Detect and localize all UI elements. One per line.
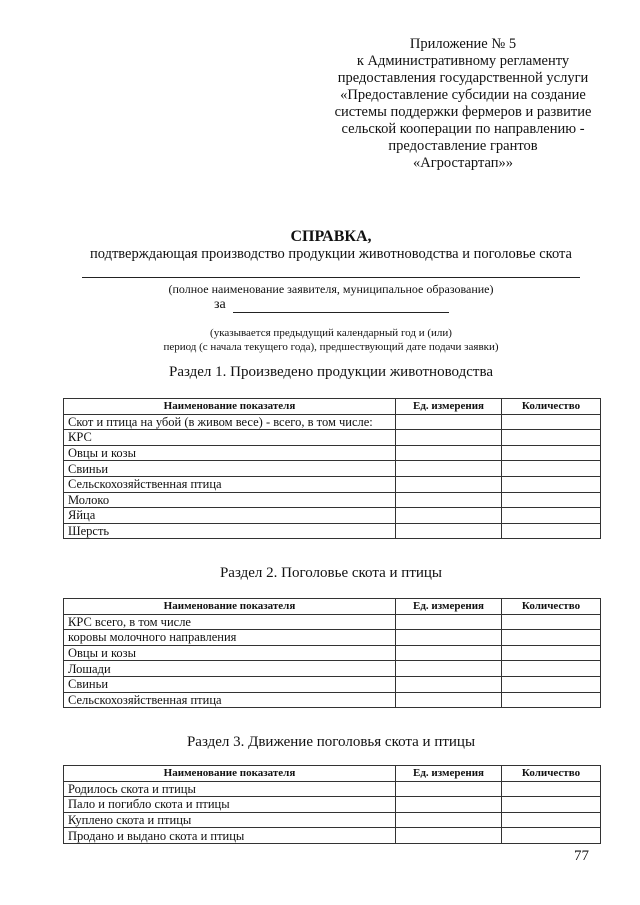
qty-cell xyxy=(502,676,601,692)
table-row xyxy=(64,492,601,508)
qty-cell xyxy=(502,797,601,813)
table-row xyxy=(64,812,601,828)
section-3-title: Раздел 3. Движение поголовья скота и птицы xyxy=(186,734,476,750)
table-row xyxy=(64,781,601,797)
row-label: Сельскохозяйственная птица xyxy=(64,476,396,492)
applicant-hint: (полное наименование заявителя, муниципальное образование) xyxy=(168,282,494,296)
table-row xyxy=(64,828,601,844)
row-label: Овцы и козы xyxy=(64,445,396,461)
table-row xyxy=(64,430,601,446)
qty-cell xyxy=(502,781,601,797)
unit-cell xyxy=(396,476,502,492)
table-row xyxy=(64,508,601,524)
table-row xyxy=(64,523,601,539)
unit-cell xyxy=(396,614,502,630)
table-row xyxy=(64,676,601,692)
table-row xyxy=(64,476,601,492)
header-qty: Количество xyxy=(502,399,601,415)
document-subtitle: подтверждающая производство продукции животноводства и поголовье скота xyxy=(89,246,572,262)
qty-cell xyxy=(502,661,601,677)
appendix-header xyxy=(318,36,608,172)
page-number: 77 xyxy=(574,848,589,864)
unit-cell xyxy=(396,630,502,646)
unit-cell xyxy=(396,692,502,708)
header-qty: Количество xyxy=(502,599,601,615)
row-label: Продано и выдано скота и птицы xyxy=(64,828,396,844)
unit-cell xyxy=(396,508,502,524)
section-3-table xyxy=(63,765,601,844)
table-row xyxy=(64,692,601,708)
table-row xyxy=(64,661,601,677)
section-2-title: Раздел 2. Поголовье скота и птицы xyxy=(219,565,443,581)
header-unit: Ед. измерения xyxy=(396,399,502,415)
qty-cell xyxy=(502,614,601,630)
section-1-title: Раздел 1. Произведено продукции животноводства xyxy=(168,364,494,380)
appendix-line: сельской кооперации по направлению - xyxy=(341,121,585,137)
table-header-row xyxy=(64,599,601,615)
qty-cell xyxy=(502,692,601,708)
row-label: Шерсть xyxy=(64,523,396,539)
row-label: Скот и птица на убой (в живом весе) - всего, в том числе: xyxy=(64,414,396,430)
row-label: Молоко xyxy=(64,492,396,508)
table-row xyxy=(64,445,601,461)
appendix-line: к Административному регламенту xyxy=(356,53,570,69)
row-label: Куплено скота и птицы xyxy=(64,812,396,828)
header-qty: Количество xyxy=(502,766,601,782)
qty-cell xyxy=(502,508,601,524)
unit-cell xyxy=(396,523,502,539)
qty-cell xyxy=(502,430,601,446)
section-1-table xyxy=(63,398,601,539)
table-row xyxy=(64,614,601,630)
row-label: Яйца xyxy=(64,508,396,524)
qty-cell xyxy=(502,492,601,508)
row-label: Лошади xyxy=(64,661,396,677)
appendix-line: «Агростартап»» xyxy=(413,155,513,171)
qty-cell xyxy=(502,445,601,461)
row-label: Свиньи xyxy=(64,461,396,477)
appendix-line: «Предоставление субсидии на создание xyxy=(340,87,586,103)
period-hint-line: период (с начала текущего года), предшествующий дате подачи заявки) xyxy=(163,341,499,353)
qty-cell xyxy=(502,645,601,661)
qty-cell xyxy=(502,461,601,477)
period-hint xyxy=(0,326,640,354)
header-unit: Ед. измерения xyxy=(396,766,502,782)
qty-cell xyxy=(502,476,601,492)
table-row xyxy=(64,630,601,646)
unit-cell xyxy=(396,828,502,844)
unit-cell xyxy=(396,414,502,430)
unit-cell xyxy=(396,676,502,692)
unit-cell xyxy=(396,645,502,661)
qty-cell xyxy=(502,828,601,844)
appendix-line: предоставления государственной услуги xyxy=(337,70,589,86)
row-label: Овцы и козы xyxy=(64,645,396,661)
unit-cell xyxy=(396,430,502,446)
unit-cell xyxy=(396,781,502,797)
unit-cell xyxy=(396,812,502,828)
row-label: КРС xyxy=(64,430,396,446)
period-prefix: за xyxy=(214,297,226,312)
table-row xyxy=(64,414,601,430)
period-hint-line: (указывается предыдущий календарный год и (или) xyxy=(210,327,452,339)
unit-cell xyxy=(396,461,502,477)
table-row xyxy=(64,645,601,661)
qty-cell xyxy=(502,414,601,430)
section-2-table xyxy=(63,598,601,708)
header-name: Наименование показателя xyxy=(64,399,396,415)
header-unit: Ед. измерения xyxy=(396,599,502,615)
table-header-row xyxy=(64,399,601,415)
unit-cell xyxy=(396,445,502,461)
unit-cell xyxy=(396,492,502,508)
appendix-line: системы поддержки фермеров и развитие xyxy=(334,104,592,120)
header-name: Наименование показателя xyxy=(64,766,396,782)
period-fill-line xyxy=(233,312,449,313)
appendix-line: Приложение № 5 xyxy=(409,36,517,52)
row-label: Родилось скота и птицы xyxy=(64,781,396,797)
row-label: коровы молочного направления xyxy=(64,630,396,646)
header-name: Наименование показателя xyxy=(64,599,396,615)
row-label: Свиньи xyxy=(64,676,396,692)
unit-cell xyxy=(396,797,502,813)
appendix-line: предоставление грантов xyxy=(388,138,538,154)
table-row xyxy=(64,797,601,813)
qty-cell xyxy=(502,630,601,646)
qty-cell xyxy=(502,523,601,539)
unit-cell xyxy=(396,661,502,677)
document-title: СПРАВКА, xyxy=(290,228,372,245)
applicant-fill-line xyxy=(82,277,580,278)
row-label: Пало и погибло скота и птицы xyxy=(64,797,396,813)
qty-cell xyxy=(502,812,601,828)
row-label: Сельскохозяйственная птица xyxy=(64,692,396,708)
row-label: КРС всего, в том числе xyxy=(64,614,396,630)
table-header-row xyxy=(64,766,601,782)
table-row xyxy=(64,461,601,477)
